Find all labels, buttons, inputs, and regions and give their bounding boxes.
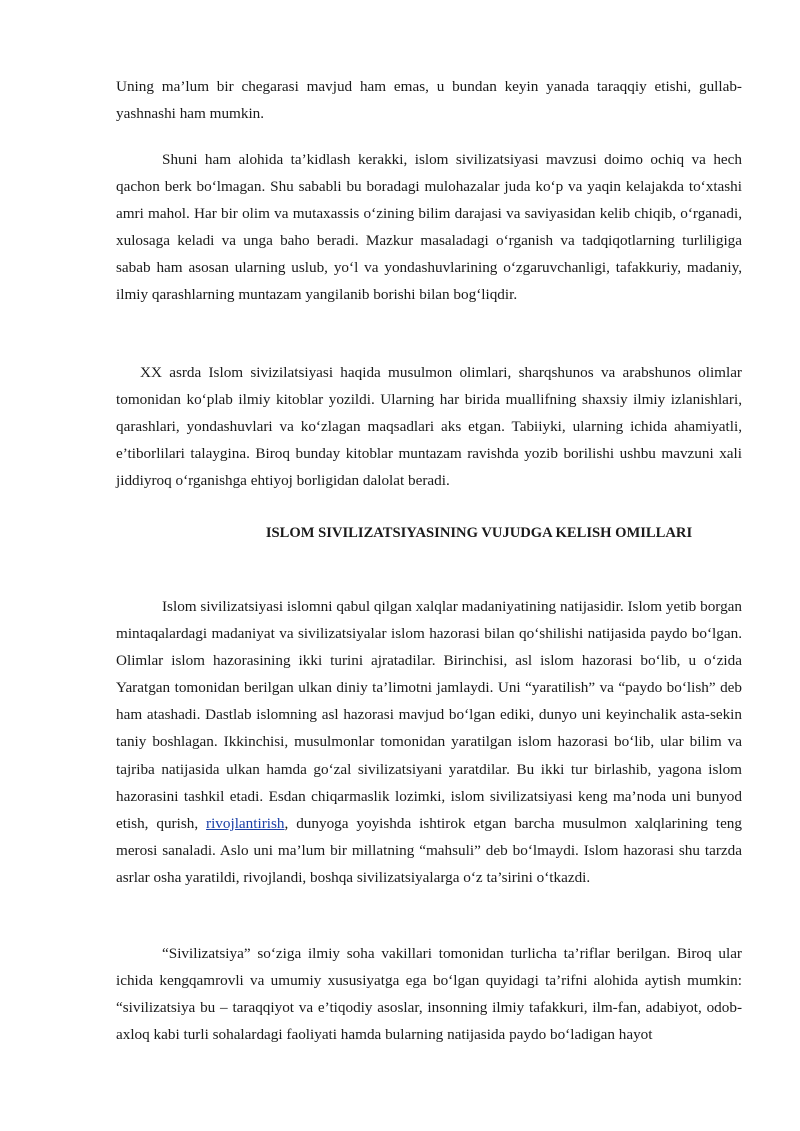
section-heading: ISLOM SIVILIZATSIYASINING VUJUDGA KELISH OMILLARI [265,525,693,541]
paragraph-twentieth-century: XX asrda Islom sivizilatsiyasi haqida musulmon olimlari, sharqshunos va arabshunos olimlar tomonidan ko‘plab ilmiy kitoblar yozildi. Ularning har birida muallifning shaxsiy ilmiy izlanishlari, qarashlari, yondashuvlari va ko‘zlagan maqsadlari aks etgan. Tabiiyki, ularning ichida ahamiyatli, e’tiborlilari talaygina. Biroq bunday kitoblar muntazam ravishda yozib borilishi ushbu mavzuni xali jiddiyroq o‘rganishga ehtiyoj borligidan dalolat beradi. [116,364,742,490]
rivojlantirish-link[interactable]: rivojlantirish [206,814,285,832]
paragraph-civilization-definition: “Sivilizatsiya” so‘ziga ilmiy soha vakillari tomonidan turlicha ta’riflar berilgan. Biroq ular ichida kengqamrovli va umumiy xususiyatga ega bo‘lgan quyidagi ta’rifni alohida aytish mumkin: “sivilizatsiya bu – taraqqiyot va e’tiqodiy asoslar, insonning ilmiy tafakkuri, ilm-fan, adabiyot, odob-axloq kabi turli sohalardagi faoliyati hamda bularning natijasida paydo bo‘ladigan hayot [116,945,742,1044]
paragraph-islamic-civilization [116,593,742,891]
paragraph-text-part: , dunyoga yoyishda ishtirok etgan barcha musulmon xalqlarining teng merosi sanaladi. Aslo uni ma’lum bir millatning “mahsuli” deb bo‘lmaydi. Islom hazorasi shu tarzda asrlar osha yaratildi, rivojlandi, boshqa sivilizatsiyalarga o‘z ta’sirini o‘tkazdi. [116,814,742,886]
paragraph-text-part: Islom sivilizatsiyasi islomni qabul qilgan xalqlar madaniyatining natijasidir. Islom yetib borgan mintaqalardagi madaniyat va sivilizatsiyalar islom hazorasi bilan qo‘shilishi natijasida paydo bo‘lgan. Olimlar islom hazorasining ikki turini ajratadilar. Birinchisi, asl islom hazorasi bo‘lib, u o‘zida Yaratgan tomonidan berilgan ulkan diniy ta’limotni jamlaydi. Uni “yaratilish” va “paydo bo‘lish” deb ham atashadi. Dastlab islomning asl hazorasi mavjud bo‘lgan ediki, dunyo uni keyinchalik asta-sekin taniy boshlagan. Ikkinchisi, musulmonlar tomonidan yaratilgan islom hazorasi bo‘lib, ular bilim va tajriba natijasida ulkan hamda go‘zal sivilizatsiyani yaratdilar. Bu ikki tur birlashib, yagona islom hazorasini tashkil etadi. Esdan chiqarmaslik lozimki, islom sivilizatsiyasi keng ma’noda uni bunyod etish, qurish, [116,598,742,832]
paragraph-continuation: Uning ma’lum bir chegarasi mavjud ham emas, u bundan keyin yanada taraqqiy etishi, gullab-yashnashi ham mumkin. [116,78,742,123]
paragraph-civilization-topic: Shuni ham alohida ta’kidlash kerakki, islom sivilizatsiyasi mavzusi doimo ochiq va hech qachon berk bo‘lmagan. Shu sababli bu boradagi mulohazalar juda ko‘p va yaqin kelajakda to‘xtashi amri mahol. Har bir olim va mutaxassis o‘zining bilim darajasi va saviyasidan kelib chiqib, o‘rganadi, xulosaga keladi va unga baho beradi. Mazkur masaladagi o‘rganish va tadqiqotlarning turliligiga sabab ham asosan ularning uslub, yo‘l va yondashuvlarining o‘zgaruvchanligi, tafakkuriy, madaniy, ilmiy qarashlarning muntazam yangilanib borishi bilan bog‘liqdir. [116,151,742,304]
